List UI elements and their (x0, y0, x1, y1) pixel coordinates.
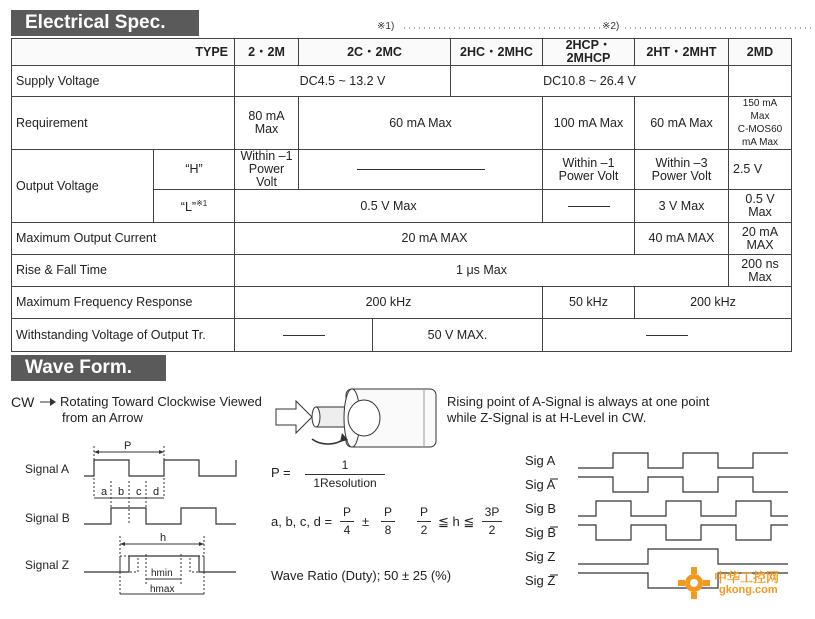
l-note: ※1 (196, 199, 208, 209)
cell (635, 150, 729, 190)
cell: DC10.8 ~ 26.4 V (451, 66, 729, 97)
col-2ht-2mht: 2HT・2MHT (635, 39, 729, 66)
electrical-spec-table (11, 38, 792, 352)
cell: 200 kHz (635, 287, 792, 319)
frac-2-2: 2 (488, 523, 496, 537)
hmax-label: hmax (150, 584, 175, 595)
cell: 2.5 V (729, 150, 792, 190)
l-label-text: “L” (180, 200, 197, 215)
type-label: TYPE (12, 39, 235, 66)
signal-timing-diagram (80, 436, 245, 606)
row-label: Output Voltage (12, 150, 154, 223)
gkong-logo-icon (677, 566, 711, 600)
signal-b-label: Signal B (25, 511, 70, 525)
rise-fall-row (12, 255, 792, 287)
sig-b-bar-label: Sig B (525, 525, 557, 540)
encoder-icon (274, 381, 439, 456)
dim-a: a (101, 486, 108, 498)
row-label: Requirement (12, 97, 235, 150)
note-2: ※2) (602, 21, 620, 32)
cw-desc-1: Rotating Toward Clockwise Viewed (60, 394, 262, 409)
row-label: Rise & Fall Time (12, 255, 235, 287)
withstanding-row (12, 319, 792, 352)
cell: 40 mA MAX (635, 223, 729, 255)
frac-p-3: P (419, 505, 428, 519)
cell: DC4.5 ~ 13.2 V (235, 66, 451, 97)
cw-desc-2: from an Arrow (62, 410, 143, 425)
cell (543, 150, 635, 190)
row-label: Supply Voltage (12, 66, 235, 97)
arrow-right-icon (40, 397, 56, 407)
cell: 0.5 V Max (729, 190, 792, 223)
line: Within –3 (655, 155, 708, 170)
sig-z-label: Sig Z (525, 549, 556, 564)
h-dimension-label: h (160, 532, 167, 544)
sig-b-label: Sig B (525, 501, 557, 516)
cell: 50 kHz (543, 287, 635, 319)
rising-note-2: while Z-Signal is at H-Level in CW. (447, 410, 647, 425)
rising-note-1: Rising point of A-Signal is always at one point (447, 394, 710, 409)
cell-dash (543, 319, 792, 352)
line: Power Volt (248, 162, 285, 189)
frac-2-1: 2 (420, 523, 428, 537)
dim-b: b (118, 486, 125, 498)
fraction-bar (417, 521, 431, 522)
dim-c: c (136, 486, 142, 498)
col-2hc-2mhc: 2HC・2MHC (451, 39, 543, 66)
row-label: Maximum Output Current (12, 223, 235, 255)
col-2md: 2MD (729, 39, 792, 66)
note-1: ※1) (377, 21, 395, 32)
fraction-bar (305, 474, 385, 475)
watermark-cn: 中华工控网 (714, 570, 780, 585)
cw-label: CW (11, 394, 35, 410)
cell: 200 ns Max (729, 255, 792, 287)
cell: 0.5 V Max (235, 190, 543, 223)
frac-p-2: P (383, 505, 392, 519)
cell (235, 150, 299, 190)
sig-a-label: Sig A (525, 453, 556, 468)
fraction-bar (340, 521, 354, 522)
plus-minus: ± (362, 514, 370, 529)
line: Within –1 (562, 155, 615, 170)
wave-ratio: Wave Ratio (Duty); 50 ± 25 (%) (271, 568, 452, 583)
watermark-url: gkong.com (719, 584, 778, 596)
wave-form-heading: Wave Form. (11, 355, 166, 381)
abcd-equation: a, b, c, d = (271, 514, 333, 529)
line: C-MOS60 mA Max (737, 124, 783, 148)
cell: 1 μs Max (235, 255, 729, 287)
col-2hcp-2mhcp: 2HCP・2MHCP (543, 39, 635, 66)
p-dimension-label: P (124, 440, 132, 452)
cell-dash (235, 319, 373, 352)
supply-voltage-row (12, 66, 792, 97)
signal-z-label: Signal Z (25, 558, 70, 572)
cell: 3 V Max (635, 190, 729, 223)
line: Power Volt (651, 168, 712, 183)
max-output-current-row (12, 223, 792, 255)
cell-dash (543, 190, 635, 223)
col-2c-2mc: 2C・2MC (299, 39, 451, 66)
line: Power Volt (558, 168, 619, 183)
l-label (154, 190, 235, 223)
frac-p-1: P (342, 505, 351, 519)
col-2-2m: 2・2M (235, 39, 299, 66)
row-label: Withstanding Voltage of Output Tr. (12, 319, 235, 352)
fraction-bar (381, 521, 395, 522)
line: 150 mA Max (742, 98, 778, 122)
dim-d: d (153, 486, 160, 498)
cell: 50 V MAX. (373, 319, 543, 352)
hmin-label: hmin (151, 568, 173, 579)
h-inequality: ≦ h ≦ (438, 514, 475, 529)
cell (729, 97, 792, 150)
p-denominator: 1Resolution (313, 476, 377, 490)
h-label: “H” (154, 150, 235, 190)
cell: 20 mA MAX (235, 223, 635, 255)
cell: 20 mA MAX (729, 223, 792, 255)
line: Within –1 (240, 149, 293, 163)
p-numerator: 1 (341, 458, 349, 472)
p-equation: P = (271, 465, 291, 480)
signal-a-label: Signal A (25, 462, 70, 476)
sig-a-bar-text: Sig A (525, 477, 556, 492)
cell: 200 kHz (235, 287, 543, 319)
row-label: Maximum Frequency Response (12, 287, 235, 319)
max-freq-row (12, 287, 792, 319)
frac-3p: 3P (484, 505, 500, 519)
cell: 60 mA Max (299, 97, 543, 150)
requirement-row (12, 97, 792, 150)
sig-z-bar-label: Sig Z (525, 573, 556, 588)
fraction-bar (482, 521, 502, 522)
cell-empty (729, 66, 792, 97)
cell: 60 mA Max (635, 97, 729, 150)
frac-4: 4 (343, 523, 351, 537)
electrical-spec-heading: Electrical Spec. (11, 10, 199, 36)
cell: 80 mA Max (235, 97, 299, 150)
cell-dash (299, 150, 543, 190)
type-header-row (12, 39, 792, 66)
frac-8: 8 (384, 523, 392, 537)
cell: 100 mA Max (543, 97, 635, 150)
output-voltage-h-row (12, 150, 792, 190)
